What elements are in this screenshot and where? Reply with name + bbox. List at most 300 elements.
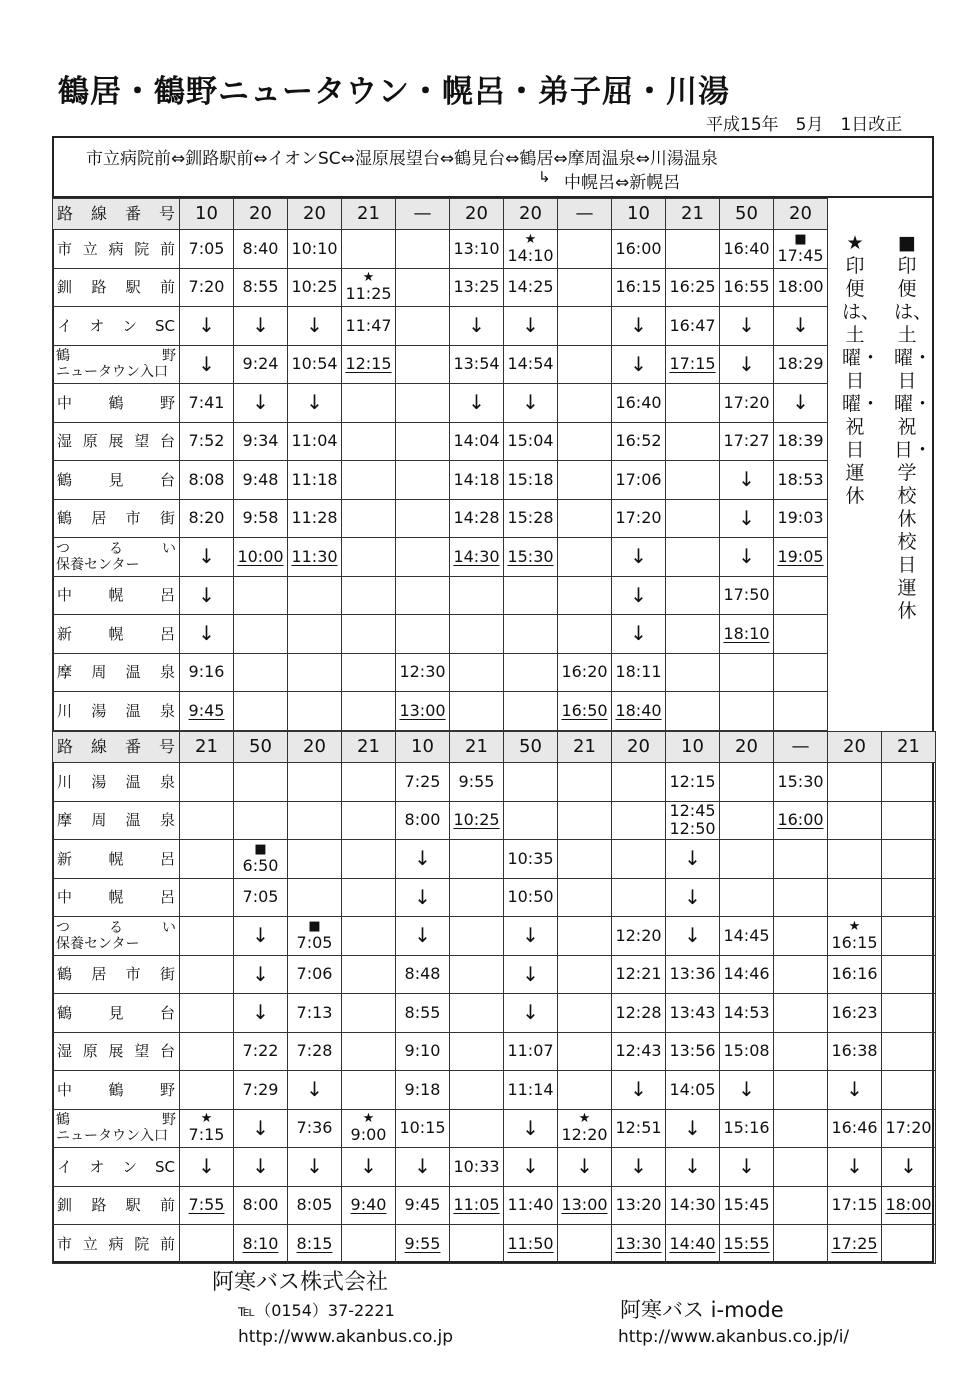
timetable-cell <box>666 461 720 500</box>
departure-time: 14:53 <box>723 1002 770 1022</box>
timetable-cell <box>882 878 936 917</box>
timetable-cell <box>180 653 234 692</box>
timetable-cell <box>342 917 396 956</box>
star-mark-icon: ★ <box>362 270 375 286</box>
down-arrow-icon: ↓ <box>306 390 323 415</box>
stop-row <box>53 917 936 956</box>
timetable-cell <box>828 955 882 994</box>
timetable-cell <box>180 615 234 654</box>
departure-time: 11:40 <box>507 1195 554 1215</box>
departure-time: 12:51 <box>615 1118 662 1138</box>
departure-time: 12:50 <box>669 819 716 839</box>
timetable-cell <box>180 576 234 615</box>
timetable-cell <box>342 499 396 538</box>
timetable-cell <box>234 1186 288 1225</box>
timetable-cell <box>666 878 720 917</box>
stop-name: 中幌呂 <box>53 576 180 615</box>
timetable-cell <box>450 1109 504 1148</box>
timetable-cell <box>666 307 720 346</box>
down-arrow-icon: ↓ <box>630 351 647 376</box>
stop-name: 新幌呂 <box>53 615 180 654</box>
timetable-cell <box>234 840 288 879</box>
timetable-cell <box>450 345 504 384</box>
route-branch-arrow-icon: ↳ <box>538 168 551 186</box>
timetable-cell <box>558 307 612 346</box>
stop-row <box>53 801 936 840</box>
timetable-cell <box>774 461 828 500</box>
outbound-timetable <box>52 198 828 731</box>
timetable-cell <box>450 1186 504 1225</box>
stop-name: 鶴見台 <box>53 461 180 500</box>
down-arrow-icon: ↓ <box>738 467 755 492</box>
stop-row <box>53 1186 936 1225</box>
timetable-cell <box>288 763 342 802</box>
timetable-cell <box>558 955 612 994</box>
down-arrow-icon: ↓ <box>738 544 755 569</box>
departure-time: 16:38 <box>831 1041 878 1061</box>
down-arrow-icon: ↓ <box>198 621 215 646</box>
timetable-cell <box>774 1071 828 1110</box>
stop-row <box>53 538 828 577</box>
route-number: 10 <box>396 732 450 763</box>
departure-time: 8:55 <box>242 277 279 297</box>
timetable-cell <box>288 384 342 423</box>
down-arrow-icon: ↓ <box>198 544 215 569</box>
down-arrow-icon: ↓ <box>630 621 647 646</box>
down-arrow-icon: ↓ <box>846 1077 863 1102</box>
departure-time: 15:28 <box>507 508 554 528</box>
timetable-cell <box>450 653 504 692</box>
timetable-cell <box>558 499 612 538</box>
timetable-cell <box>558 538 612 577</box>
timetable-cell <box>666 1032 720 1071</box>
stop-row <box>53 840 936 879</box>
timetable-cell <box>666 422 720 461</box>
timetable-cell <box>774 384 828 423</box>
timetable-cell <box>504 538 558 577</box>
departure-time: 7:41 <box>188 392 225 412</box>
timetable-cell <box>288 1225 342 1264</box>
stop-row <box>53 384 828 423</box>
route-number: 21 <box>180 732 234 763</box>
timetable-cell <box>504 1186 558 1225</box>
departure-time: 7:05 <box>242 887 279 907</box>
page-title: 鶴居・鶴野ニュータウン・幌呂・弟子屈・川湯 <box>58 74 730 110</box>
timetable-cell <box>396 576 450 615</box>
timetable-cell <box>666 1186 720 1225</box>
timetable-cell <box>342 422 396 461</box>
departure-time: 7:20 <box>188 277 225 297</box>
timetable-cell <box>774 1032 828 1071</box>
timetable-cell <box>450 692 504 731</box>
down-arrow-icon: ↓ <box>252 961 269 986</box>
timetable-cell <box>882 1032 936 1071</box>
down-arrow-icon: ↓ <box>522 1154 539 1179</box>
timetable-cell <box>234 499 288 538</box>
timetable-cell <box>612 538 666 577</box>
timetable-cell <box>504 840 558 879</box>
stop-row <box>53 1109 936 1148</box>
timetable-cell <box>558 1148 612 1187</box>
timetable-cell <box>180 994 234 1033</box>
timetable-cell <box>288 955 342 994</box>
timetable-cell <box>288 307 342 346</box>
timetable-cell <box>396 538 450 577</box>
timetable-cell <box>774 994 828 1033</box>
timetable-cell <box>666 538 720 577</box>
stop-name: 中鶴野 <box>53 1071 180 1110</box>
timetable-cell <box>612 878 666 917</box>
star-mark-icon: ★ <box>578 1111 591 1127</box>
timetable-cell <box>450 1032 504 1071</box>
timetable-cell <box>720 461 774 500</box>
timetable-cell <box>774 840 828 879</box>
down-arrow-icon: ↓ <box>306 1077 323 1102</box>
timetable-cell <box>612 1148 666 1187</box>
departure-time: 11:47 <box>345 315 392 335</box>
stop-row <box>53 615 828 654</box>
down-arrow-icon: ↓ <box>738 1077 755 1102</box>
timetable-cell <box>774 576 828 615</box>
departure-time: 17:15 <box>831 1195 878 1215</box>
departure-time: 17:27 <box>723 431 770 451</box>
timetable-cell <box>342 576 396 615</box>
departure-time: 8:55 <box>404 1002 441 1022</box>
departure-time: 9:34 <box>242 431 279 451</box>
down-arrow-icon: ↓ <box>630 1077 647 1102</box>
timetable-cell <box>342 801 396 840</box>
timetable-cell <box>180 422 234 461</box>
stop-name: 釧路駅前 <box>53 268 180 307</box>
timetable-cell <box>774 692 828 731</box>
down-arrow-icon: ↓ <box>576 1154 593 1179</box>
timetable-cell <box>180 307 234 346</box>
timetable-cell <box>666 955 720 994</box>
timetable-cell <box>612 653 666 692</box>
timetable-cell <box>558 461 612 500</box>
departure-time: 18:29 <box>777 354 824 374</box>
timetable-cell <box>234 1032 288 1071</box>
timetable-cell <box>504 1109 558 1148</box>
timetable-cell <box>288 268 342 307</box>
departure-time: 7:29 <box>242 1079 279 1099</box>
timetable-cell <box>612 499 666 538</box>
down-arrow-icon: ↓ <box>252 923 269 948</box>
timetable-cell <box>774 801 828 840</box>
timetable-cell <box>774 878 828 917</box>
timetable-cell <box>450 384 504 423</box>
timetable-cell <box>234 615 288 654</box>
departure-time: 6:50 <box>242 855 279 875</box>
timetable-cell <box>504 1148 558 1187</box>
stop-row <box>53 955 936 994</box>
timetable-cell <box>828 1148 882 1187</box>
timetable-cell <box>180 1148 234 1187</box>
departure-time: 18:11 <box>615 662 662 682</box>
departure-time: 17:50 <box>723 585 770 605</box>
timetable-cell <box>720 1032 774 1071</box>
departure-time: 16:00 <box>615 238 662 258</box>
timetable-cell <box>882 763 936 802</box>
timetable-cell <box>342 878 396 917</box>
down-arrow-icon: ↓ <box>522 1115 539 1140</box>
down-arrow-icon: ↓ <box>306 1154 323 1179</box>
timetable-cell <box>666 268 720 307</box>
timetable-cell <box>612 422 666 461</box>
timetable-cell <box>396 692 450 731</box>
departure-time: 16:25 <box>669 277 716 297</box>
route-number: 50 <box>234 732 288 763</box>
timetable-cell <box>720 422 774 461</box>
departure-time: 14:54 <box>507 354 554 374</box>
timetable-cell <box>612 268 666 307</box>
timetable-cell <box>720 955 774 994</box>
departure-time: 13:00 <box>561 1195 608 1215</box>
timetable-cell <box>342 615 396 654</box>
timetable-cell <box>180 917 234 956</box>
timetable-cell <box>396 307 450 346</box>
departure-time: 14:30 <box>453 546 500 566</box>
departure-time: 18:00 <box>777 277 824 297</box>
departure-time: 17:15 <box>669 354 716 374</box>
timetable-cell <box>288 1186 342 1225</box>
departure-time: 7:22 <box>242 1041 279 1061</box>
down-arrow-icon: ↓ <box>468 313 485 338</box>
route-line-branch: 中幌呂⇔新幌呂 <box>564 173 681 193</box>
timetable-cell <box>504 230 558 269</box>
down-arrow-icon: ↓ <box>522 961 539 986</box>
timetable-cell <box>720 345 774 384</box>
timetable-cell <box>504 384 558 423</box>
timetable-cell <box>774 499 828 538</box>
down-arrow-icon: ↓ <box>738 505 755 530</box>
timetable-cell <box>450 1071 504 1110</box>
timetable-cell <box>666 917 720 956</box>
stop-name: つるい 保養センター <box>53 538 180 577</box>
timetable-cell <box>612 1225 666 1264</box>
departure-time: 7:13 <box>296 1002 333 1022</box>
timetable-cell <box>342 994 396 1033</box>
departure-time: 15:55 <box>723 1233 770 1253</box>
departure-time: 11:30 <box>291 546 338 566</box>
timetable-cell <box>234 653 288 692</box>
stop-name: 中幌呂 <box>53 878 180 917</box>
stop-name: 摩周温泉 <box>53 801 180 840</box>
departure-time: 9:24 <box>242 354 279 374</box>
timetable-cell <box>396 345 450 384</box>
timetable-cell <box>342 1148 396 1187</box>
timetable-cell <box>234 461 288 500</box>
departure-time: 18:39 <box>777 431 824 451</box>
timetable-cell <box>828 1071 882 1110</box>
down-arrow-icon: ↓ <box>522 313 539 338</box>
timetable-cell <box>774 268 828 307</box>
route-number: 50 <box>720 199 774 230</box>
stop-name: 鶴野 ニュータウン入口 <box>53 1109 180 1148</box>
departure-time: 15:18 <box>507 469 554 489</box>
timetable-cell <box>882 994 936 1033</box>
departure-time: 8:08 <box>188 469 225 489</box>
departure-time: 14:04 <box>453 431 500 451</box>
timetable-cell <box>882 801 936 840</box>
stop-row <box>53 692 828 731</box>
departure-time: 18:40 <box>615 700 662 720</box>
departure-time: 19:05 <box>777 546 824 566</box>
timetable-cell <box>774 1148 828 1187</box>
timetable-cell <box>612 384 666 423</box>
route-number-label: 路線番号 <box>53 732 180 763</box>
down-arrow-icon: ↓ <box>198 582 215 607</box>
down-arrow-icon: ↓ <box>684 846 701 871</box>
website-link[interactable]: http://www.akanbus.co.jp <box>238 1327 453 1347</box>
departure-time: 16:52 <box>615 431 662 451</box>
timetable-cell <box>450 994 504 1033</box>
departure-time: 8:40 <box>242 238 279 258</box>
departure-time: 16:15 <box>831 932 878 952</box>
timetable-cell <box>342 692 396 731</box>
stop-row <box>53 230 828 269</box>
timetable-cell <box>288 345 342 384</box>
down-arrow-icon: ↓ <box>684 1154 701 1179</box>
timetable-cell <box>234 576 288 615</box>
route-number: 20 <box>720 732 774 763</box>
timetable-cell <box>234 1071 288 1110</box>
timetable-cell <box>450 840 504 879</box>
departure-time: 16:40 <box>615 392 662 412</box>
timetable-cell <box>612 345 666 384</box>
down-arrow-icon: ↓ <box>630 1154 647 1179</box>
down-arrow-icon: ↓ <box>684 884 701 909</box>
departure-time: 13:36 <box>669 964 716 984</box>
timetable-cell <box>504 917 558 956</box>
timetable-cell <box>612 840 666 879</box>
timetable-cell <box>666 763 720 802</box>
route-number: 21 <box>342 199 396 230</box>
timetable-cell <box>288 801 342 840</box>
timetable-cell <box>774 917 828 956</box>
timetable-cell <box>504 692 558 731</box>
timetable-cell <box>234 422 288 461</box>
route-number: 50 <box>504 732 558 763</box>
timetable-cell <box>774 1225 828 1264</box>
departure-time: 16:23 <box>831 1002 878 1022</box>
timetable-cell <box>504 801 558 840</box>
departure-time: 9:40 <box>350 1195 387 1215</box>
departure-time: 9:48 <box>242 469 279 489</box>
timetable-cell <box>504 994 558 1033</box>
departure-time: 16:15 <box>615 277 662 297</box>
departure-time: 15:45 <box>723 1195 770 1215</box>
departure-time: 15:30 <box>507 546 554 566</box>
departure-time: 8:15 <box>296 1233 333 1253</box>
timetable-cell <box>504 653 558 692</box>
departure-time: 17:45 <box>777 245 824 265</box>
timetable-cell <box>396 461 450 500</box>
timetable-cell <box>342 1071 396 1110</box>
timetable-cell <box>450 461 504 500</box>
timetable-cell <box>396 994 450 1033</box>
timetable-cell <box>396 1225 450 1264</box>
down-arrow-icon: ↓ <box>198 1154 215 1179</box>
timetable-cell <box>666 994 720 1033</box>
timetable-cell <box>180 763 234 802</box>
stop-row <box>53 994 936 1033</box>
timetable-cell <box>288 994 342 1033</box>
stop-name: 川湯温泉 <box>53 763 180 802</box>
down-arrow-icon: ↓ <box>792 313 809 338</box>
down-arrow-icon: ↓ <box>414 1154 431 1179</box>
departure-time: 11:05 <box>453 1195 500 1215</box>
timetable-cell <box>288 1148 342 1187</box>
timetable-cell <box>234 692 288 731</box>
down-arrow-icon: ↓ <box>522 390 539 415</box>
timetable-cell <box>558 230 612 269</box>
timetable-cell <box>558 1225 612 1264</box>
timetable-cell <box>666 801 720 840</box>
down-arrow-icon: ↓ <box>414 846 431 871</box>
timetable-cell <box>234 230 288 269</box>
star-mark-icon: ★ <box>524 231 537 247</box>
departure-time: 9:45 <box>188 700 225 720</box>
departure-time: 8:10 <box>242 1233 279 1253</box>
route-description <box>52 136 934 198</box>
down-arrow-icon: ↓ <box>306 313 323 338</box>
timetable-cell <box>558 692 612 731</box>
departure-time: 13:30 <box>615 1233 662 1253</box>
stop-row <box>53 345 828 384</box>
departure-time: 16:55 <box>723 277 770 297</box>
timetable-cell <box>180 461 234 500</box>
timetable-cell <box>234 1148 288 1187</box>
timetable-cell <box>450 230 504 269</box>
departure-time: 7:36 <box>296 1118 333 1138</box>
timetable-cell <box>558 878 612 917</box>
timetable-cell <box>504 345 558 384</box>
departure-time: 11:04 <box>291 431 338 451</box>
departure-time: 12:28 <box>615 1002 662 1022</box>
timetable-cell <box>396 801 450 840</box>
timetable-cell <box>558 763 612 802</box>
departure-time: 10:10 <box>291 238 338 258</box>
timetable-cell <box>288 917 342 956</box>
timetable-cell <box>180 1109 234 1148</box>
departure-time: 9:16 <box>188 662 225 682</box>
departure-time: 10:00 <box>237 546 284 566</box>
stop-name: 鶴居市街 <box>53 499 180 538</box>
stop-name: 中鶴野 <box>53 384 180 423</box>
timetable-cell <box>342 653 396 692</box>
timetable-cell <box>288 840 342 879</box>
imode-link[interactable]: http://www.akanbus.co.jp/i/ <box>618 1327 850 1347</box>
inbound-timetable <box>52 731 936 1264</box>
timetable-cell <box>504 461 558 500</box>
timetable-cell <box>450 955 504 994</box>
timetable-cell <box>234 955 288 994</box>
departure-time: 14:30 <box>669 1195 716 1215</box>
timetable-cell <box>342 538 396 577</box>
timetable-cell <box>396 230 450 269</box>
timetable-cell <box>720 1071 774 1110</box>
timetable-cell <box>288 461 342 500</box>
route-number: 20 <box>288 732 342 763</box>
down-arrow-icon: ↓ <box>360 1154 377 1179</box>
star-mark-icon: ★ <box>848 918 861 934</box>
timetable-cell <box>396 917 450 956</box>
timetable-cell <box>396 1186 450 1225</box>
timetable-cell <box>450 801 504 840</box>
timetable-cell <box>450 615 504 654</box>
timetable-cell <box>720 1186 774 1225</box>
